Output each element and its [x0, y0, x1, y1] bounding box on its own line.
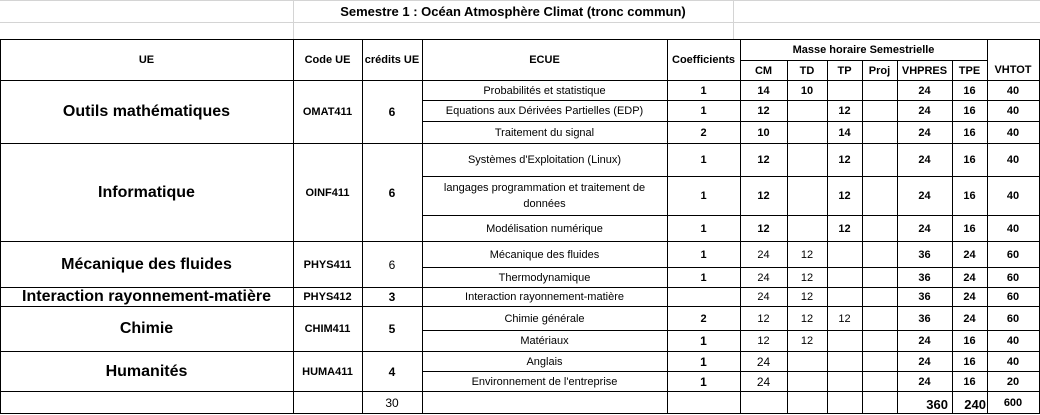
cell-coef: 1 [700, 154, 707, 166]
cell-td: 12 [800, 248, 814, 261]
cell-cm: 24 [757, 271, 770, 284]
cell-ecue: Matériaux [520, 335, 569, 347]
cell-tp: 12 [838, 105, 851, 117]
cell-coef: 1 [700, 222, 707, 235]
cell-vhpres: 24 [918, 126, 931, 139]
cell-tp: 12 [838, 312, 851, 325]
cell-cm: 12 [757, 335, 770, 347]
cell-ecue: Modélisation numérique [486, 222, 603, 235]
cell-tp [827, 372, 862, 391]
cell-tp: 12 [838, 222, 851, 235]
cell-tp [827, 352, 862, 371]
header-vhpres: VHPRES [901, 64, 948, 77]
header-code-ue: Code UE [304, 54, 351, 66]
cell-cm: 12 [757, 222, 770, 235]
cell-td [787, 372, 827, 391]
cell-tpe: 24 [963, 271, 976, 284]
cell-vhpres: 24 [918, 190, 931, 202]
cell-coef: 1 [700, 334, 707, 348]
cell-vhtot: 40 [1006, 84, 1020, 97]
cell-cm: 12 [757, 154, 770, 166]
cell-vhtot: 40 [1006, 335, 1020, 347]
cell-tpe: 16 [963, 375, 976, 388]
ue-name: Chimie [119, 320, 174, 337]
cell-proj [862, 307, 897, 330]
cell-ecue: Mécanique des fluides [489, 248, 600, 261]
cell-cm: 12 [757, 190, 770, 202]
ue-code: HUMA411 [302, 365, 353, 378]
header-ecue: ECUE [529, 54, 560, 66]
cell-cm: 24 [757, 291, 770, 303]
header-masse-horaire: Masse horaire Semestrielle [792, 44, 935, 56]
cell-ecue: Equations aux Dérivées Partielles (EDP) [445, 105, 644, 117]
header-tp: TP [837, 64, 852, 77]
cell-td [787, 216, 827, 241]
cell-td [787, 101, 827, 121]
cell-proj [862, 242, 897, 267]
header-ue: UE [138, 54, 155, 66]
cell-proj [862, 331, 897, 351]
cell-coef: 2 [700, 126, 707, 139]
cell-coef: 1 [700, 271, 707, 284]
header-tpe: TPE [958, 64, 981, 77]
cell-vhpres: 24 [918, 222, 931, 235]
cell-proj [862, 177, 897, 215]
cell-cm: 10 [757, 126, 770, 139]
cell-ecue: Anglais [526, 355, 563, 368]
cell-proj [862, 216, 897, 241]
cell-td: 10 [800, 84, 814, 97]
header-vhtot: VHTOT [994, 64, 1032, 76]
cell-tpe: 16 [963, 190, 976, 202]
cell-vhtot: 20 [1006, 375, 1020, 388]
cell-vhpres: 36 [918, 291, 931, 303]
ue-name: Humanités [105, 362, 188, 380]
cell-vhpres: 24 [918, 375, 931, 388]
cell-proj [862, 268, 897, 287]
ue-credits: 6 [388, 185, 396, 200]
cell-ecue: Systèmes d'Exploitation (Linux) [467, 154, 622, 166]
cell-coef: 1 [700, 248, 707, 261]
ue-code: CHIM411 [304, 323, 351, 335]
total-credits: 30 [385, 395, 399, 410]
cell-vhpres: 36 [918, 271, 931, 284]
cell-proj [862, 81, 897, 100]
cell-tp: 14 [838, 126, 851, 139]
cell-vhpres: 24 [918, 105, 931, 117]
cell-cm: 24 [756, 374, 771, 389]
total-vhtot: 600 [1003, 397, 1023, 409]
header-proj: Proj [868, 64, 891, 77]
ue-credits: 4 [388, 364, 396, 379]
cell-cm: 24 [756, 354, 771, 369]
cell-proj [862, 352, 897, 371]
cell-vhtot: 60 [1006, 312, 1020, 325]
cell-tp [827, 288, 862, 306]
ue-code: OMAT411 [302, 106, 353, 118]
cell-tpe: 16 [963, 105, 976, 117]
cell-vhtot: 60 [1006, 248, 1020, 261]
cell-coef: 1 [700, 190, 707, 202]
cell-ecue: Traitement du signal [494, 126, 595, 139]
ue-name: Informatique [98, 183, 195, 201]
cell-vhpres: 24 [918, 335, 931, 347]
cell-cm: 14 [757, 84, 770, 97]
cell-coef [667, 288, 740, 306]
cell-vhtot: 40 [1006, 105, 1020, 117]
header-cm: CM [754, 64, 773, 77]
total-vhpres: 360 [926, 396, 948, 412]
cell-tp: 12 [838, 154, 851, 166]
cell-ecue: Chimie générale [504, 312, 585, 325]
cell-td [787, 144, 827, 176]
cell-vhpres: 36 [918, 248, 931, 261]
cell-vhpres: 24 [918, 84, 931, 97]
cell-coef: 1 [700, 374, 707, 389]
cell-proj [862, 288, 897, 306]
cell-tp: 12 [838, 190, 851, 202]
cell-cm: 24 [757, 248, 770, 261]
header-coefficients: Coefficients [672, 54, 735, 66]
cell-tpe: 16 [963, 154, 976, 166]
cell-ecue: Environnement de l'entreprise [471, 375, 618, 388]
cell-tpe: 24 [963, 248, 976, 261]
cell-tpe: 24 [963, 312, 976, 325]
cell-vhtot: 40 [1006, 190, 1020, 202]
cell-ecue: Probabilités et statistique [483, 84, 606, 97]
header-td: TD [799, 64, 815, 77]
cell-vhtot: 40 [1006, 126, 1020, 139]
cell-ecue: Thermodynamique [498, 271, 591, 284]
cell-proj [862, 101, 897, 121]
cell-td: 12 [800, 291, 814, 303]
cell-proj [862, 122, 897, 143]
cell-ecue: langages programmation et traitement de données [443, 182, 646, 210]
cell-tp [827, 81, 862, 100]
cell-vhtot: 60 [1006, 271, 1020, 284]
cell-tp [827, 268, 862, 287]
cell-vhpres: 24 [918, 355, 931, 368]
ue-code: PHYS411 [303, 258, 352, 271]
header-credits-ue: crédits UE [364, 54, 420, 66]
cell-tpe: 16 [963, 84, 976, 97]
sheet-title: Semestre 1 : Océan Atmosphère Climat (tronc commun) [340, 3, 686, 19]
cell-td [787, 352, 827, 371]
ue-name: Interaction rayonnement-matière [22, 288, 271, 305]
cell-tpe: 16 [963, 126, 976, 139]
cell-td: 12 [800, 335, 814, 347]
cell-td [787, 122, 827, 143]
cell-ecue: Interaction rayonnement-matière [465, 291, 624, 303]
cell-proj [862, 372, 897, 391]
cell-td [787, 177, 827, 215]
cell-tpe: 16 [963, 222, 976, 235]
cell-td: 12 [800, 271, 814, 284]
ue-name: Outils mathématiques [62, 103, 231, 120]
cell-vhtot: 40 [1006, 222, 1020, 235]
ue-code: PHYS412 [303, 291, 352, 303]
cell-cm: 12 [757, 312, 770, 325]
ue-credits: 3 [388, 290, 396, 304]
cell-coef: 1 [700, 105, 707, 117]
cell-tp [827, 331, 862, 351]
cell-coef: 1 [700, 84, 707, 97]
ue-name: Mécanique des fluides [61, 255, 232, 273]
ue-code: OINF411 [305, 186, 350, 199]
ue-credits: 6 [388, 257, 396, 272]
cell-cm: 12 [757, 105, 770, 117]
ue-credits: 5 [388, 322, 396, 336]
cell-vhpres: 36 [918, 312, 931, 325]
cell-vhpres: 24 [918, 154, 931, 166]
cell-vhtot: 40 [1006, 355, 1020, 368]
cell-vhtot: 60 [1006, 291, 1020, 303]
cell-coef: 1 [700, 354, 707, 369]
cell-tpe: 24 [963, 291, 976, 303]
total-tpe: 240 [964, 396, 986, 412]
cell-tp [827, 242, 862, 267]
cell-td: 12 [800, 312, 814, 325]
ue-credits: 6 [388, 105, 396, 119]
cell-coef: 2 [700, 312, 707, 325]
cell-vhtot: 40 [1006, 154, 1020, 166]
cell-tpe: 16 [963, 335, 976, 347]
cell-proj [862, 144, 897, 176]
cell-tpe: 16 [963, 355, 976, 368]
